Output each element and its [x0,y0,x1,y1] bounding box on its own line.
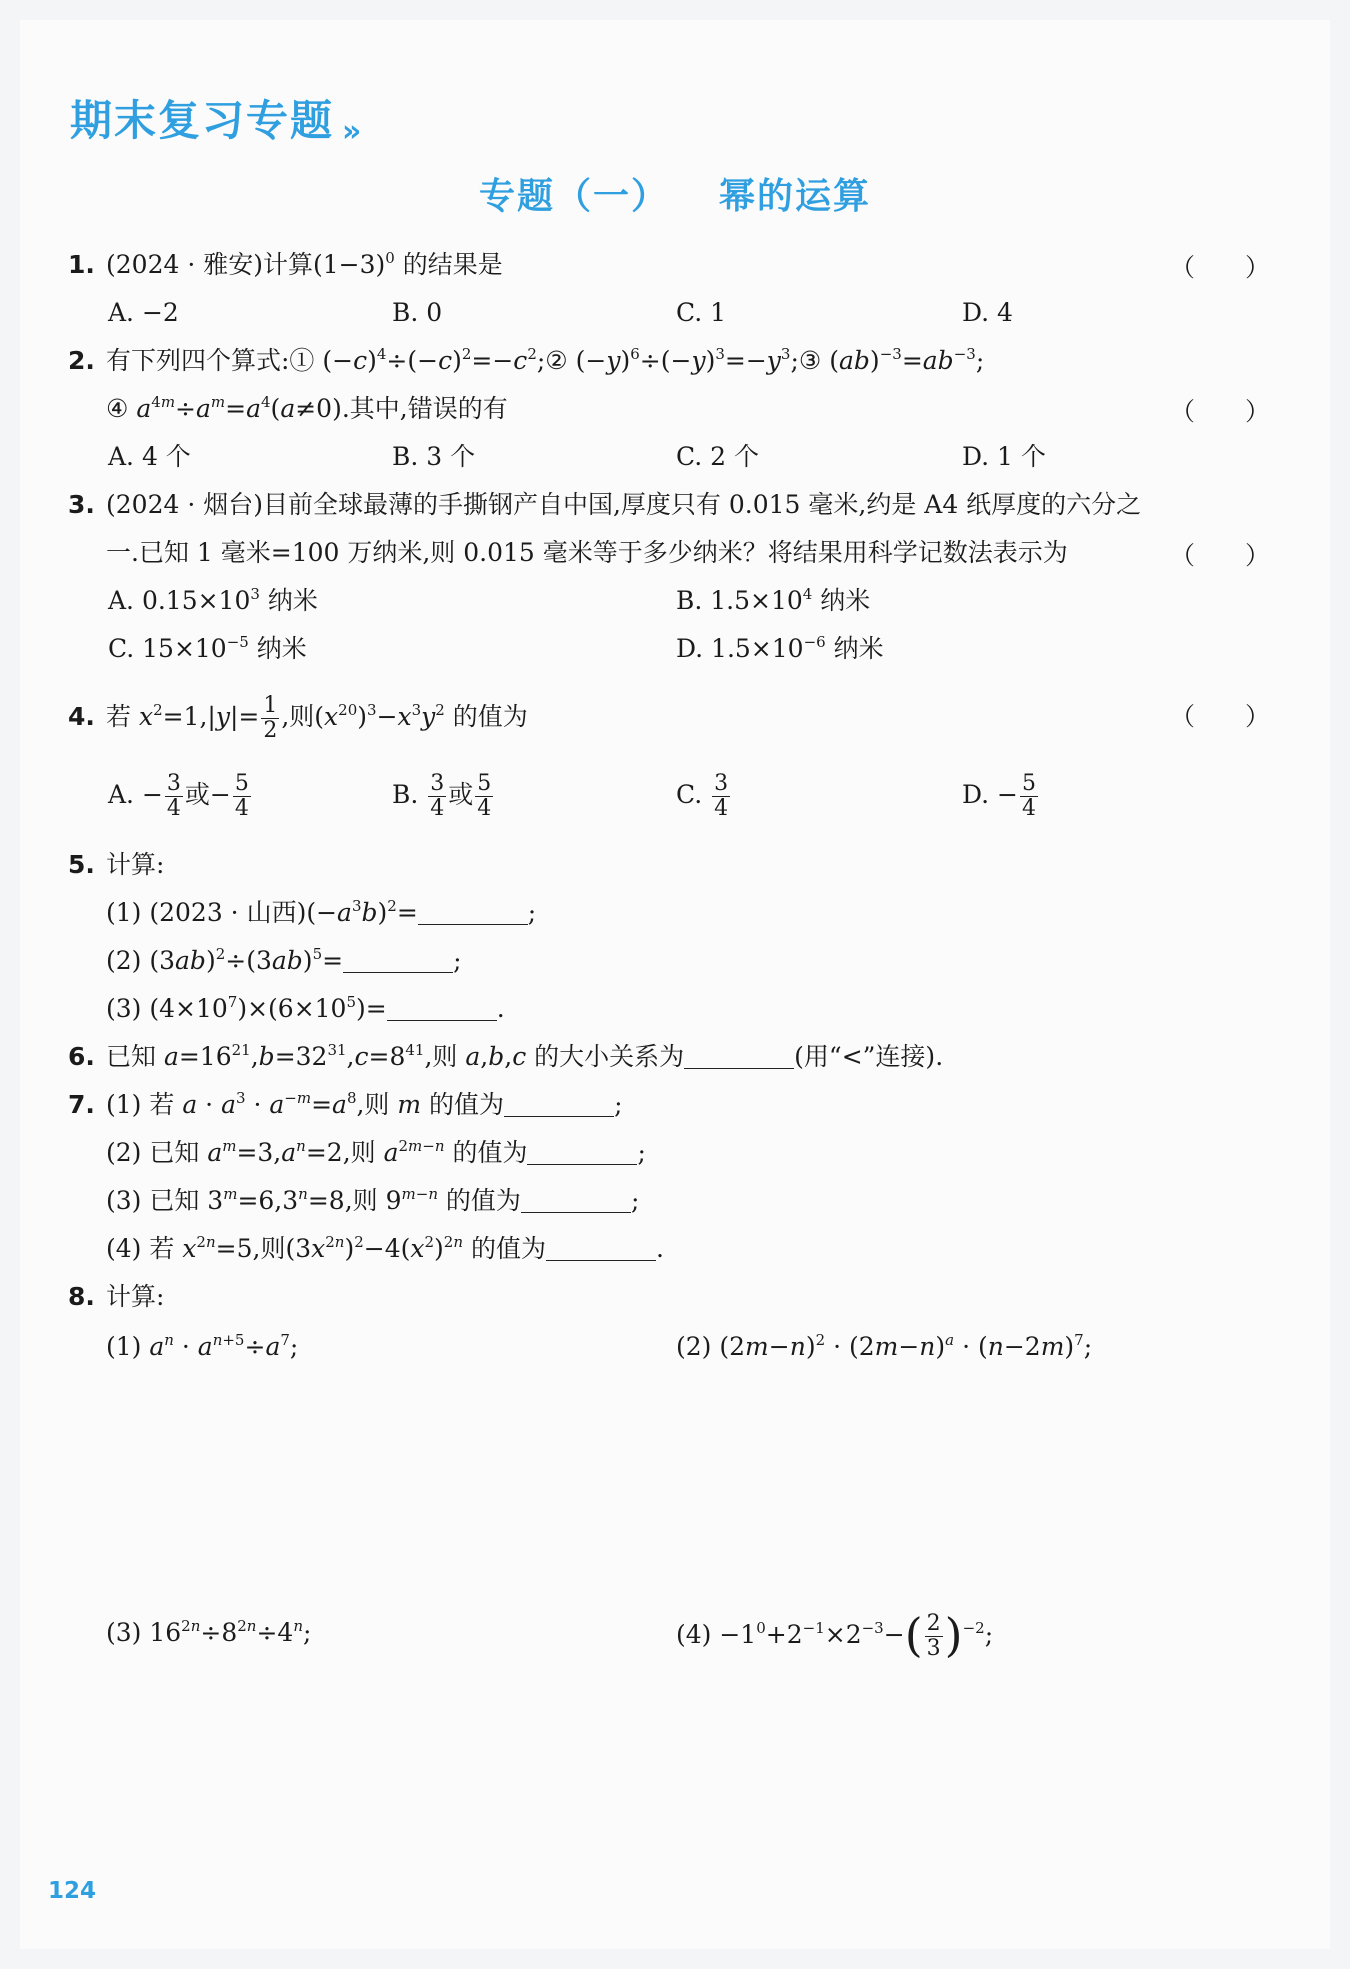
q7-part-4: (4) 若 $x^{2n}=5$,则$(3x^{2n})^2-4(x^2)^{2n}$ 的值为 . [106,1233,664,1263]
answer-paren-2: （ ） [1170,397,1271,426]
q7-part-3: (3) 已知 $3^m=6,3^n=8$,则 $9^{m-n}$ 的值为 ; [106,1185,640,1215]
q3-option-c: C. $15\times 10^{-5}$ 纳米 [108,633,307,663]
question-7: 7. (1) 若 $a \cdot a^3 \cdot a^{-m}=a^8$,则 m 的值为 ; [68,1089,623,1119]
q1-option-c: C. 1 [676,298,727,327]
q1-option-b: B. 0 [392,298,443,327]
q4-option-c: C. $\frac{3}{4}$ [676,771,729,821]
question-6: 6. 已知 $a=16^{21},b=32^{31},c=8^{41}$,则 a,b,c 的大小关系为 (用“<”连接). [68,1041,944,1071]
question-3-line-1: 3. (2024 · 烟台)目前全球最薄的手撕钢产自中国,厚度只有 0.015 毫米,约是 A4 纸厚度的六分之 [68,490,1142,519]
q8-part-4: $(4) -1^0+2^{-1}\times 2^{-3}-$( $\frac{2}{3}$ )$^{-2}$; [676,1608,994,1662]
q4-option-b: B. $\frac{3}{4}$ 或 $\frac{5}{4}$ [392,771,492,821]
answer-blank[interactable] [546,1236,656,1261]
answer-blank[interactable] [418,900,528,925]
question-1: 1. (2024 · 雅安)计算$(1-3)^0$ 的结果是 [68,249,503,279]
question-3-line-2: 一.已知 1 毫米=100 万纳米,则 0.015 毫米等于多少纳米？将结果用科学记数法表示为 [106,538,1068,567]
q1-option-a: A. −2 [108,298,179,327]
page-number: 124 [48,1878,97,1904]
topic-title: 专题（一） 幂的运算 [478,175,872,217]
q5-part-2: (2) $(3ab)^2\div(3ab)^5=$ ; [106,945,462,975]
answer-blank[interactable] [504,1092,614,1117]
q3-option-d: D. $1.5\times 10^{-6}$ 纳米 [676,633,884,663]
q3-option-a: A. $0.15\times 10^3$ 纳米 [108,585,318,615]
q4-option-d: D. − $\frac{5}{4}$ [962,771,1036,821]
answer-blank[interactable] [521,1188,631,1213]
page-sheet [20,20,1330,1949]
answer-blank[interactable] [343,948,453,973]
answer-paren-3: （ ） [1170,541,1271,570]
q3-option-b: B. $1.5\times 10^4$ 纳米 [676,585,871,615]
question-2-line-2: ④ $a^{4m}\div a^m=a^4(a\ne 0)$.其中,错误的有 [106,393,508,423]
q4-option-a: A. − $\frac{3}{4}$ 或− $\frac{5}{4}$ [108,771,249,821]
q8-part-1: (1) $a^n \cdot a^{n+5}\div a^7$; [106,1331,299,1361]
q2-option-a: A. 4 个 [108,442,191,471]
question-8: 8. 计算: [68,1282,165,1311]
q8-part-3: (3) $16^{2n}\div 8^{2n}\div 4^n$; [106,1617,312,1647]
answer-blank[interactable] [527,1140,637,1165]
q2-option-b: B. 3 个 [392,442,476,471]
q2-option-d: D. 1 个 [962,442,1046,471]
answer-blank[interactable] [387,996,497,1021]
answer-paren-4: （ ） [1170,702,1271,731]
question-4: 4. 若 $x^2=1,|y|=$ $\frac{1}{2}$ ,则$(x^{20})^3-x^3y^2$ 的值为 [68,693,528,743]
chevron-icon: » [342,114,364,149]
q8-part-2: (2) $(2m-n)^2 \cdot (2m-n)^a \cdot (n-2m)^7$; [676,1331,1093,1361]
q2-option-c: C. 2 个 [676,442,759,471]
q5-part-1: (1) (2023 · 山西)$(-a^3b)^2=$ ; [106,897,537,927]
answer-paren-1: （ ） [1170,253,1271,282]
section-header [70,88,363,149]
q1-option-d: D. 4 [962,298,1013,327]
question-2-line-1: 2. 有下列四个算式:① $(-c)^4\div(-c)^2=-c^2;②$ $(-y)^6\div(-y)^3=-y^3;③$ $(ab)^{-3}=ab^{-3}$; [68,345,985,375]
q7-part-2: (2) 已知 $a^m=3,a^n=2$,则 $a^{2m-n}$ 的值为 ; [106,1137,646,1167]
answer-blank[interactable] [684,1044,794,1069]
section-title: 期末复习专题 [70,96,335,145]
q5-part-3: (3) $(4\times 10^7)\times(6\times 10^5)=$ . [106,993,505,1023]
question-5: 5. 计算: [68,850,165,879]
